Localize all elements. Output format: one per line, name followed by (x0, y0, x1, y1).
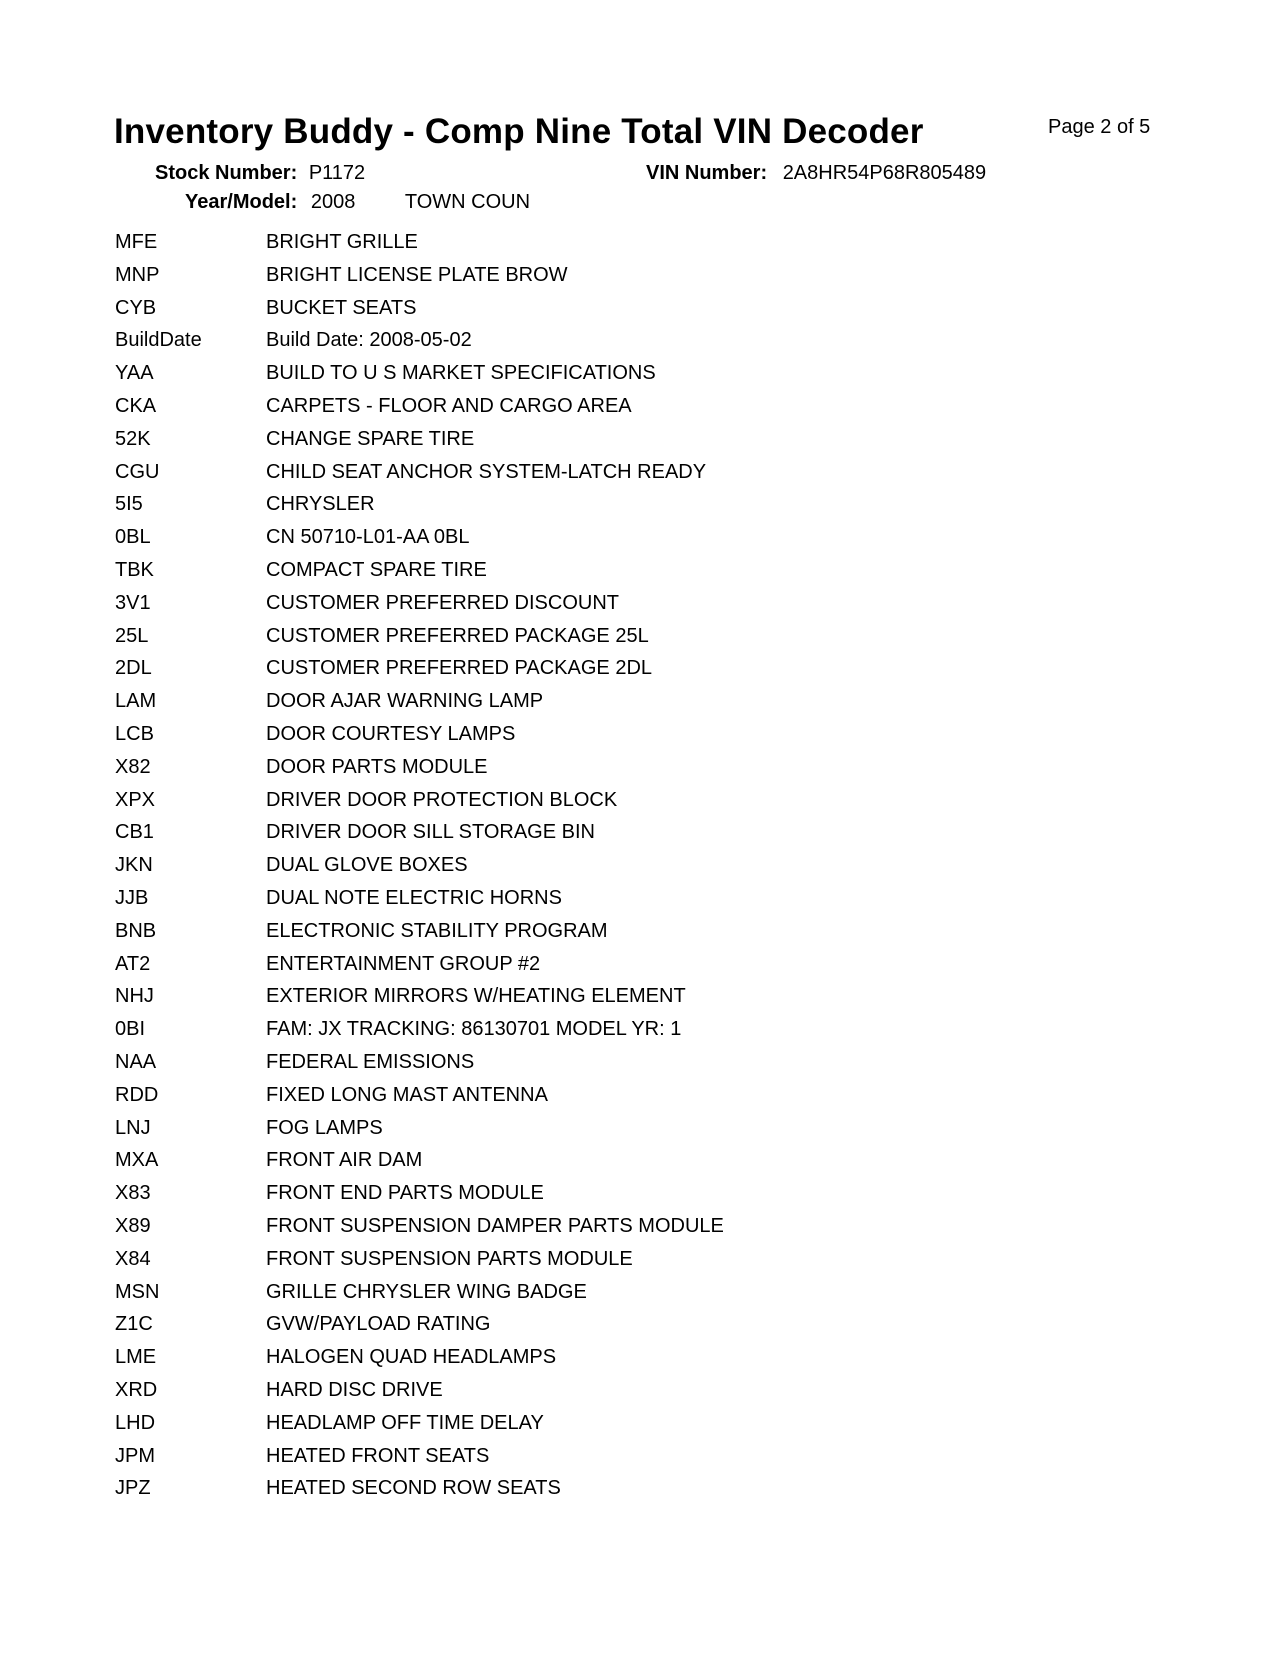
option-description: BRIGHT LICENSE PLATE BROW (266, 263, 568, 286)
option-code: X82 (115, 755, 151, 778)
option-description: FRONT SUSPENSION PARTS MODULE (266, 1247, 633, 1270)
option-description: HEATED SECOND ROW SEATS (266, 1477, 561, 1500)
option-code: CB1 (115, 821, 154, 844)
option-code: LAM (115, 690, 157, 713)
option-code: LHD (115, 1411, 156, 1434)
option-code: 0BL (115, 526, 151, 549)
year-value: 2008 (310, 191, 356, 213)
option-code: 5I5 (115, 493, 143, 516)
option-code: LNJ (115, 1116, 151, 1139)
option-code: 0BI (115, 1018, 146, 1041)
option-description: CN 50710-L01-AA 0BL (266, 526, 470, 549)
option-code: XPX (115, 788, 156, 811)
option-description: DRIVER DOOR SILL STORAGE BIN (266, 821, 595, 844)
document-title: Inventory Buddy - Comp Nine Total VIN Decoder (114, 112, 924, 151)
vin-number-value: 2A8HR54P68R805489 (782, 162, 987, 184)
option-code: 3V1 (115, 591, 151, 614)
option-code: MNP (115, 263, 160, 286)
page-number: Page 2 of 5 (1048, 116, 1151, 138)
option-description: FAM: JX TRACKING: 86130701 MODEL YR: 1 (266, 1018, 682, 1041)
option-description: HEADLAMP OFF TIME DELAY (266, 1411, 544, 1434)
option-description: HARD DISC DRIVE (266, 1379, 443, 1401)
option-description: BRIGHT GRILLE (266, 231, 418, 253)
option-code: RDD (115, 1083, 159, 1106)
option-description: EXTERIOR MIRRORS W/HEATING ELEMENT (266, 985, 686, 1008)
option-code: JPM (115, 1444, 155, 1467)
option-code: Z1C (115, 1313, 153, 1336)
option-description: BUCKET SEATS (266, 296, 417, 319)
option-description: FRONT AIR DAM (266, 1149, 423, 1172)
option-code: MSN (115, 1280, 160, 1303)
option-code: BuildDate (115, 329, 202, 352)
option-code: 25L (115, 624, 149, 647)
stock-number-label: Stock Number: (155, 162, 298, 184)
option-description: Build Date: 2008-05-02 (266, 329, 472, 352)
option-description: HALOGEN QUAD HEADLAMPS (266, 1346, 557, 1369)
option-description: DRIVER DOOR PROTECTION BLOCK (266, 788, 618, 811)
option-description: DOOR AJAR WARNING LAMP (266, 690, 544, 713)
option-description: BUILD TO U S MARKET SPECIFICATIONS (266, 362, 656, 385)
option-description: COMPACT SPARE TIRE (266, 559, 487, 581)
option-description: DOOR PARTS MODULE (266, 755, 488, 778)
option-description: CUSTOMER PREFERRED PACKAGE 2DL (266, 657, 653, 680)
option-code: XRD (115, 1379, 158, 1401)
option-description: DUAL NOTE ELECTRIC HORNS (266, 887, 562, 909)
option-description: FRONT SUSPENSION DAMPER PARTS MODULE (266, 1215, 724, 1237)
vin-number-label: VIN Number: (646, 162, 768, 184)
option-code: X89 (115, 1215, 151, 1237)
option-description: HEATED FRONT SEATS (266, 1444, 490, 1467)
option-code: CGU (115, 460, 160, 483)
stock-number-value: P1172 (308, 162, 366, 184)
option-code: 52K (115, 427, 151, 450)
option-description: DUAL GLOVE BOXES (266, 854, 468, 877)
option-description: FEDERAL EMISSIONS (266, 1051, 475, 1073)
option-description: CHANGE SPARE TIRE (266, 427, 475, 450)
option-code: JKN (115, 854, 153, 877)
option-code: JJB (115, 887, 149, 909)
option-code: NHJ (115, 985, 154, 1008)
option-description: FIXED LONG MAST ANTENNA (266, 1083, 548, 1106)
option-code: CYB (115, 296, 157, 319)
option-description: CUSTOMER PREFERRED DISCOUNT (266, 591, 619, 614)
option-description: DOOR COURTESY LAMPS (266, 723, 516, 745)
option-code: YAA (115, 362, 154, 385)
option-description: GRILLE CHRYSLER WING BADGE (266, 1280, 587, 1303)
option-description: CUSTOMER PREFERRED PACKAGE 25L (266, 624, 649, 647)
option-code: JPZ (115, 1477, 151, 1500)
option-code: X83 (115, 1182, 151, 1205)
stock-number-field (155, 162, 365, 185)
option-description: FOG LAMPS (266, 1116, 383, 1139)
option-description: GVW/PAYLOAD RATING (266, 1313, 491, 1336)
year-model-field (185, 191, 530, 214)
option-code: LCB (115, 723, 154, 745)
option-code: TBK (115, 559, 154, 581)
option-code: BNB (115, 919, 157, 942)
option-code: NAA (115, 1051, 157, 1073)
year-model-label: Year/Model: (185, 191, 298, 213)
option-description: FRONT END PARTS MODULE (266, 1182, 544, 1205)
option-code: LME (115, 1346, 157, 1369)
vin-number-field (646, 162, 986, 185)
option-code: MXA (115, 1149, 159, 1172)
option-code: X84 (115, 1247, 151, 1270)
model-value: TOWN COUN (404, 191, 531, 213)
option-description: CARPETS - FLOOR AND CARGO AREA (266, 395, 632, 417)
option-code: MFE (115, 231, 158, 253)
option-description: ELECTRONIC STABILITY PROGRAM (266, 919, 608, 942)
option-description: CHRYSLER (266, 493, 375, 516)
option-description: ENTERTAINMENT GROUP #2 (266, 952, 541, 975)
option-description: CHILD SEAT ANCHOR SYSTEM-LATCH READY (266, 460, 707, 483)
option-code: CKA (115, 395, 157, 417)
option-code: 2DL (115, 657, 152, 680)
option-code: AT2 (115, 952, 151, 975)
